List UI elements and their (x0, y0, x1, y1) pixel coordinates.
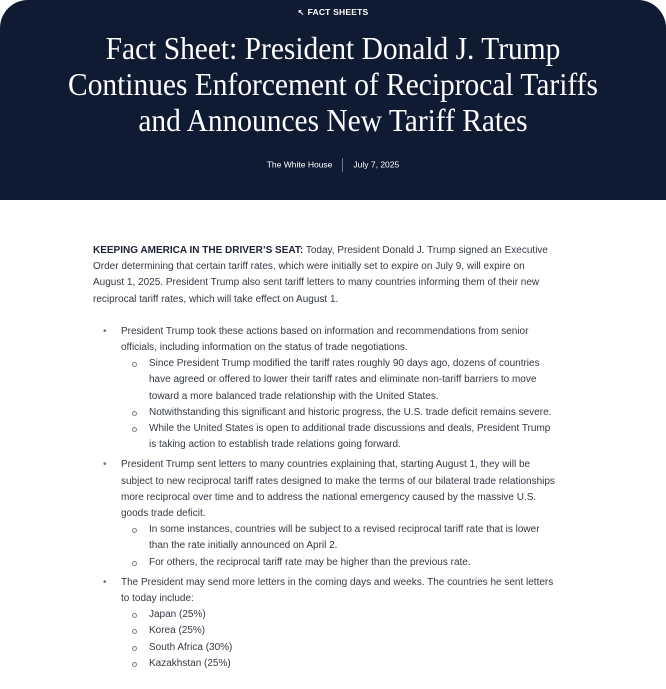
publish-date: July 7, 2025 (353, 159, 400, 170)
sub-list-item: While the United States is open to additional trade discussions and deals, President Trump is taking action to establish trade relations going forward. (121, 421, 555, 453)
list-item (93, 457, 555, 570)
list-item-text: President Trump sent letters to many countries explaining that, starting August 1, they will be subject to new reciprocal tariff rates designed to make the terms of our bilateral trade relationships more reciprocal over time and to address the national emergency caused by the massive U.S. goods trade deficit. (121, 459, 555, 520)
intro-text: Today, President Donald J. Trump signed an Executive Order determining that certain tariff rates, which were initially set to expire on July 9, will expire on August 1, 2025. President Trump also sent tariff letters to many countries informing them of their new reciprocal tariff rates, which will take effect on August 1. (93, 245, 548, 305)
article-body (93, 243, 555, 676)
list-item (93, 324, 555, 454)
sub-list (121, 356, 555, 453)
intro-paragraph (93, 243, 555, 308)
byline (0, 158, 666, 172)
sub-list-item: Japan (25%) (121, 607, 555, 623)
category-link[interactable] (0, 7, 666, 17)
page-title: Fact Sheet: President Donald J. Trump Continues Enforcement of Reciprocal Tariffs and Announces New Tariff Rates (68, 30, 598, 138)
sub-list-item: Korea (25%) (121, 623, 555, 639)
byline-divider (342, 158, 343, 172)
author-label: The White House (266, 159, 333, 170)
sub-list-item: Kazakhstan (25%) (121, 656, 555, 672)
sub-list-item: Notwithstanding this significant and historic progress, the U.S. trade deficit remains severe. (121, 405, 555, 421)
list-item-text: The President may send more letters in the coming days and weeks. The countries he sent letters to today include: (121, 576, 554, 605)
sub-list (121, 522, 555, 571)
list-item-text: President Trump took these actions based on information and recommendations from senior officials, including information on the status of trade negotiations. (121, 325, 529, 354)
sub-list-item: For others, the reciprocal tariff rate may be higher than the previous rate. (121, 555, 555, 571)
page-header (0, 0, 666, 200)
category-label: FACT SHEETS (307, 7, 369, 17)
arrow-up-left-icon: ↖ (297, 8, 305, 17)
sub-list-item: In some instances, countries will be subject to a revised reciprocal tariff rate that is lower than the rate initially announced on April 2. (121, 522, 555, 554)
sub-list-item: Since President Trump modified the tariff rates roughly 90 days ago, dozens of countries have agreed or offered to lower their tariff rates and eliminate non-tariff barriers to move toward a more balanced trade relationship with the United States. (121, 356, 555, 405)
sub-list-item: South Africa (30%) (121, 640, 555, 656)
sub-list (121, 607, 555, 672)
bullet-list (93, 324, 555, 672)
intro-lead: KEEPING AMERICA IN THE DRIVER’S SEAT: (93, 245, 304, 256)
list-item (93, 575, 555, 672)
